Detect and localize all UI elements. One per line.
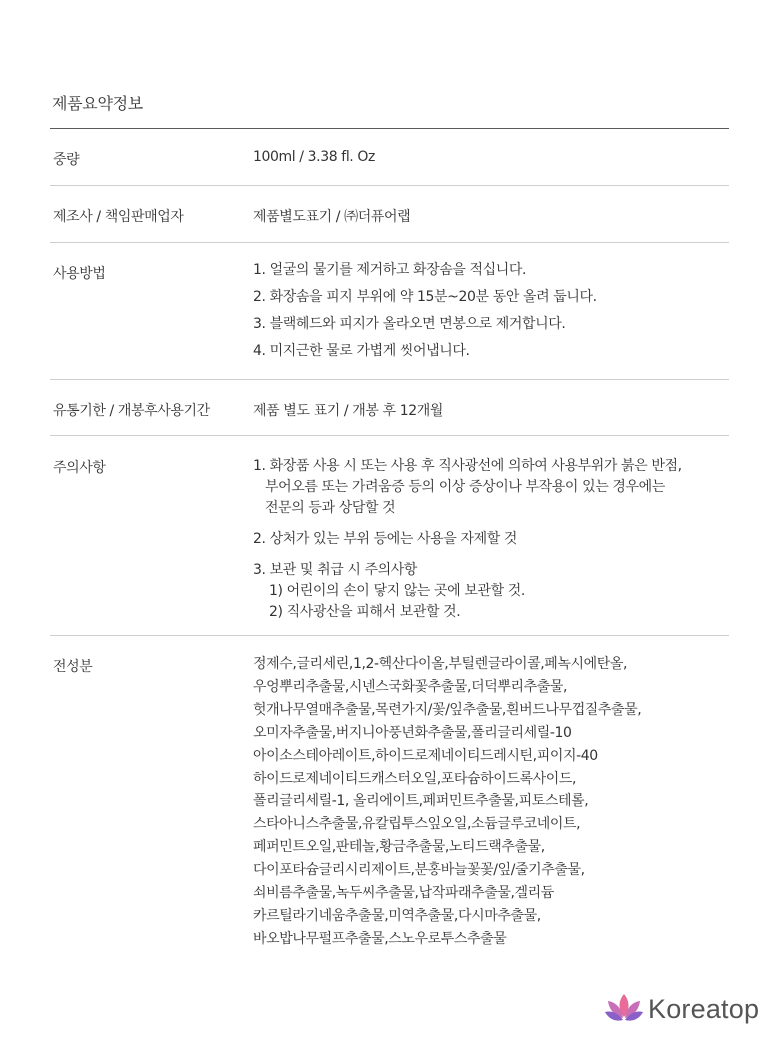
caution-line: 1. 화장품 사용 시 또는 사용 후 직사광선에 의하여 사용부위가 붉은 반점,	[253, 458, 682, 474]
row-label: 유통기한 / 개봉후사용기간	[53, 403, 210, 419]
ingredient-line: 카르틸라기네움추출물,미역추출물,다시마추출물,	[253, 907, 541, 924]
caution-item	[253, 560, 729, 623]
ingredient-line: 쇠비름추출물,녹두씨추출물,납작파래추출물,겔리듐	[253, 885, 554, 902]
row-expiry	[50, 380, 729, 436]
caution-list	[253, 456, 729, 635]
caution-line: 전문의 등과 상담할 것	[265, 500, 396, 516]
caution-item	[253, 456, 729, 519]
caution-line: 1) 어린이의 손이 닿지 않는 곳에 보관할 것.	[269, 583, 525, 599]
ingredient-line: 폴리글리세릴-1, 올리에이트,페퍼민트추출물,피토스테롤,	[253, 793, 589, 810]
caution-line: 2. 상처가 있는 부위 등에는 사용을 자제할 것	[253, 531, 518, 547]
row-usage	[50, 243, 729, 380]
ingredient-line: 스타아니스추출물,유칼립투스잎오일,소듐글루코네이트,	[253, 816, 581, 833]
row-value: 제품별도표기 / ㈜더퓨어랩	[253, 209, 411, 225]
row-value: 제품 별도 표기 / 개봉 후 12개월	[253, 403, 443, 419]
page-title: 제품요약정보	[52, 94, 143, 113]
ingredient-line: 헛개나무열매추출물,목련가지/꽃/잎추출물,흰버드나무껍질추출물,	[253, 701, 642, 718]
row-maker	[50, 186, 729, 243]
row-label: 주의사항	[53, 460, 106, 476]
ingredient-line: 페퍼민트오일,판테놀,황금추출물,노티드랙추출물,	[253, 839, 545, 856]
usage-step: 3. 블랙헤드와 피지가 올라오면 면봉으로 제거합니다.	[253, 316, 566, 332]
koreatop-logo	[604, 992, 759, 1026]
row-weight	[50, 129, 729, 186]
caution-line: 3. 보관 및 취급 시 주의사항	[253, 562, 418, 578]
ingredient-list	[253, 653, 729, 951]
row-value: 100ml / 3.38 fl. Oz	[253, 149, 375, 165]
lotus-icon	[604, 992, 644, 1026]
logo-text: Koreatop	[648, 993, 760, 1024]
caution-item	[253, 529, 729, 550]
ingredient-line: 하이드로제네이티드캐스터오일,포타슘하이드록사이드,	[253, 770, 577, 787]
ingredient-line: 오미자추출물,버지니아풍년화추출물,폴리글리세릴-10	[253, 724, 572, 741]
ingredient-line: 바오밥나무펄프추출물,스노우로투스추출물	[253, 930, 507, 947]
row-label: 제조사 / 책임판매업자	[53, 209, 184, 225]
row-caution	[50, 436, 729, 636]
product-summary-table	[50, 129, 729, 951]
ingredient-line: 아이소스테아레이트,하이드로제네이티드레시틴,피이지-40	[253, 747, 598, 764]
caution-line: 2) 직사광산을 피해서 보관할 것.	[269, 604, 461, 620]
row-label: 사용방법	[53, 266, 106, 282]
usage-steps	[253, 257, 729, 379]
caution-line: 부어오름 또는 가려움증 등의 이상 증상이나 부작용이 있는 경우에는	[265, 479, 665, 495]
row-label: 중량	[53, 152, 80, 168]
row-label: 전성분	[53, 659, 93, 675]
usage-step: 1. 얼굴의 물기를 제거하고 화장솜을 적십니다.	[253, 262, 527, 278]
row-ingredients	[50, 636, 729, 951]
ingredient-line: 우엉뿌리추출물,시넨스국화꽃추출물,더덕뿌리추출물,	[253, 678, 568, 695]
ingredient-line: 정제수,글리세린,1,2-헥산다이올,부틸렌글라이콜,페녹시에탄올,	[253, 656, 628, 672]
usage-step: 2. 화장솜을 피지 부위에 약 15분~20분 동안 올려 둡니다.	[253, 289, 597, 305]
usage-step: 4. 미지근한 물로 가볍게 씻어냅니다.	[253, 343, 470, 359]
ingredient-line: 다이포타슘글리시리제이트,분홍바늘꽃꽃/잎/줄기추출물,	[253, 862, 585, 879]
